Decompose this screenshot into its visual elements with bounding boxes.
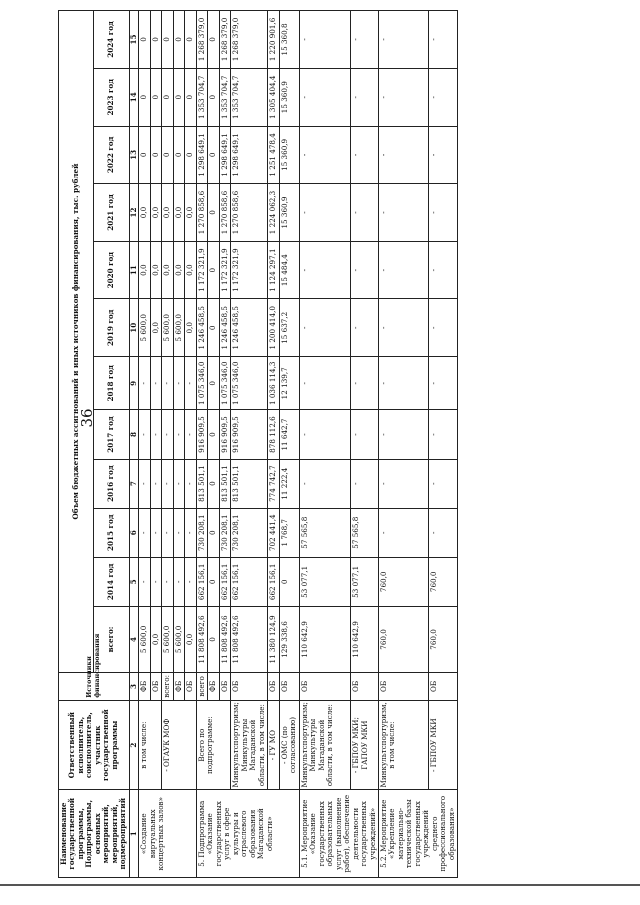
header-year: 2021 год	[94, 184, 129, 242]
row-year-value: -	[429, 126, 458, 184]
row-year-value: -	[429, 11, 458, 69]
row-year-value: -	[429, 299, 458, 357]
row-responsible: - ОМС (по согласованию)	[279, 700, 299, 790]
row-year-value: 0	[208, 357, 219, 410]
row-year-value: 11 222,4	[279, 459, 299, 508]
row-year-value: 1 305 404,4	[268, 68, 279, 126]
row-year-value: -	[162, 508, 173, 557]
row-year-value: 1 270 858,6	[231, 184, 268, 242]
row-year-value: 11 642,7	[279, 410, 299, 459]
row-year-value: 813 501,1	[196, 459, 207, 508]
row-year-value: 53 077,1	[351, 557, 379, 606]
row-year-value: 0	[162, 68, 173, 126]
row-year-value: 0	[208, 241, 219, 299]
row-year-value: 1 172 321,9	[231, 241, 268, 299]
row-responsible: в том числе:	[139, 700, 162, 790]
row-year-value: -	[299, 410, 351, 459]
row-year-value: -	[299, 299, 351, 357]
row-year-value: -	[150, 357, 161, 410]
row-responsible: Минкультспортуризм; Минкультуры Магаданской области, в том числе:	[299, 700, 351, 790]
row-name: 5.1. Мероприятие «Оказание государственных образовательных услуг (выполнение работ), обеспечение деятельности государственных учреждений»	[299, 790, 378, 878]
table-row	[162, 11, 173, 878]
row-year-value: 730 208,1	[196, 508, 207, 557]
row-year-value: 916 909,5	[196, 410, 207, 459]
row-year-value: -	[351, 299, 379, 357]
row-year-value: 1 298 649,1	[219, 126, 230, 184]
row-year-value: 1 172 321,9	[219, 241, 230, 299]
row-year-value: 0	[208, 184, 219, 242]
column-number: 14	[129, 68, 138, 126]
table-row	[196, 11, 207, 878]
row-year-value: -	[139, 508, 150, 557]
row-source: ОБ	[429, 673, 458, 701]
row-year-value: 0,0	[150, 299, 161, 357]
row-total-value: 129 338,6	[279, 606, 299, 672]
row-year-value: 1 270 858,6	[196, 184, 207, 242]
row-year-value: 1 036 114,3	[268, 357, 279, 410]
row-year-value: 0	[139, 68, 150, 126]
row-year-value: 0	[208, 410, 219, 459]
header-year: 2017 год	[94, 410, 129, 459]
page-bottom-rule	[0, 884, 640, 886]
row-year-value: 662 156,1	[268, 557, 279, 606]
table-row	[351, 11, 379, 878]
row-year-value: 5 600,0	[173, 299, 184, 357]
row-year-value: -	[299, 357, 351, 410]
row-year-value: -	[173, 410, 184, 459]
header-funding: Объем бюджетных ассигнований и иных источников финансирования, тыс. рублей	[59, 11, 94, 673]
header-year: 2015 год	[94, 508, 129, 557]
row-responsible: Минкультспортуризм, в том числе:	[378, 700, 428, 790]
row-year-value: 15 637,2	[279, 299, 299, 357]
row-source: ОБ	[351, 673, 379, 701]
row-total-value: 5 600,0	[173, 606, 184, 672]
column-number: 7	[129, 459, 138, 508]
row-source: ОБ	[185, 673, 196, 701]
row-year-value: -	[173, 557, 184, 606]
row-source: ФБ	[139, 673, 150, 701]
row-source: всего	[196, 673, 207, 701]
row-year-value: -	[429, 184, 458, 242]
table-row	[139, 11, 150, 878]
row-year-value: 1 220 901,6	[268, 11, 279, 69]
table-row	[231, 11, 268, 878]
row-total-value: 110 642,9	[351, 606, 379, 672]
row-year-value: 0	[208, 126, 219, 184]
row-total-value: 5 600,0	[139, 606, 150, 672]
row-year-value: 0	[185, 11, 196, 69]
row-year-value: 662 156,1	[231, 557, 268, 606]
column-number: 9	[129, 357, 138, 410]
row-year-value: 813 501,1	[219, 459, 230, 508]
row-year-value: 5 600,0	[162, 299, 173, 357]
row-year-value: 0	[185, 126, 196, 184]
row-total-value: 760,0	[429, 606, 458, 672]
row-year-value: 0	[208, 508, 219, 557]
header-year: 2019 год	[94, 299, 129, 357]
row-year-value: 15 360,9	[279, 184, 299, 242]
header-year: 2014 год	[94, 557, 129, 606]
column-number: 12	[129, 184, 138, 242]
header-year: 2023 год	[94, 68, 129, 126]
row-total-value: 110 642,9	[299, 606, 351, 672]
row-year-value: -	[351, 68, 379, 126]
row-year-value: 1 353 704,7	[196, 68, 207, 126]
row-year-value: 0	[150, 126, 161, 184]
row-year-value: -	[173, 508, 184, 557]
row-year-value: 813 501,1	[231, 459, 268, 508]
row-year-value: 730 208,1	[231, 508, 268, 557]
row-year-value: 15 360,9	[279, 68, 299, 126]
row-source: ОБ	[299, 673, 351, 701]
row-source: всего:	[162, 673, 173, 701]
row-year-value: -	[378, 184, 428, 242]
row-year-value: -	[429, 459, 458, 508]
row-year-value: 0,0	[139, 184, 150, 242]
header-source: Источники финансирования	[59, 673, 130, 701]
row-total-value: 11 808 492,6	[196, 606, 207, 672]
header-year: 2022 год	[94, 126, 129, 184]
row-responsible: - ГУ МО	[268, 700, 279, 790]
row-responsible: - ГБПОУ МКИ; ГАПОУ МКИ	[351, 700, 379, 790]
row-year-value: 0,0	[185, 184, 196, 242]
row-year-value: 0,0	[162, 241, 173, 299]
row-name: 5. Подпрограмма «Оказание государственных услуг в сфере культуры и отраслевого образования Магаданской области»	[196, 790, 299, 878]
row-year-value: -	[162, 557, 173, 606]
row-year-value: -	[299, 11, 351, 69]
row-year-value: -	[378, 299, 428, 357]
row-year-value: 878 112,6	[268, 410, 279, 459]
row-year-value: 0,0	[150, 241, 161, 299]
header-year: 2020 год	[94, 241, 129, 299]
table-row	[268, 11, 279, 878]
table-row	[378, 11, 428, 878]
column-number: 13	[129, 126, 138, 184]
row-year-value: -	[139, 459, 150, 508]
row-year-value: 57 565,8	[351, 508, 379, 557]
row-year-value: -	[173, 459, 184, 508]
row-year-value: -	[351, 459, 379, 508]
row-year-value: 1 251 478,4	[268, 126, 279, 184]
row-source: ФБ	[208, 673, 219, 701]
row-responsible: - ОГАУК МОФ	[162, 700, 196, 790]
row-year-value: -	[378, 410, 428, 459]
row-year-value: -	[429, 410, 458, 459]
row-year-value: 0,0	[185, 241, 196, 299]
row-year-value: 1 246 458,5	[231, 299, 268, 357]
row-year-value: 1 268 379,0	[196, 11, 207, 69]
row-year-value: 1 270 858,6	[219, 184, 230, 242]
row-year-value: -	[351, 410, 379, 459]
row-year-value: 0	[139, 11, 150, 69]
row-source: ОБ	[219, 673, 230, 701]
row-year-value: 1 298 649,1	[231, 126, 268, 184]
row-year-value: 1 246 458,5	[219, 299, 230, 357]
row-year-value: 730 208,1	[219, 508, 230, 557]
row-year-value: 1 246 458,5	[196, 299, 207, 357]
table-row	[299, 11, 351, 878]
row-year-value: 1 298 649,1	[196, 126, 207, 184]
row-year-value: 760,0	[378, 557, 428, 606]
row-year-value: 1 075 346,0	[196, 357, 207, 410]
row-source: ОБ	[378, 673, 428, 701]
row-name: 5.2. Мероприятие «Укрепление материально-технической базы государственных учреждений среднего профессионального образования»	[378, 790, 457, 878]
row-responsible: Минкультспортуризм; Минкультуры Магаданской области, в том числе:	[231, 700, 268, 790]
row-year-value: -	[429, 357, 458, 410]
row-total-value: 11 808 492,6	[231, 606, 268, 672]
row-year-value: 15 484,4	[279, 241, 299, 299]
row-year-value: -	[162, 410, 173, 459]
row-source: ОБ	[268, 673, 279, 701]
row-year-value: -	[299, 68, 351, 126]
row-year-value: 1 353 704,7	[231, 68, 268, 126]
row-year-value: -	[150, 508, 161, 557]
column-number: 4	[129, 606, 138, 672]
row-year-value: 0,0	[139, 241, 150, 299]
column-number: 8	[129, 410, 138, 459]
row-year-value: -	[378, 357, 428, 410]
row-year-value: -	[162, 357, 173, 410]
row-year-value: -	[299, 459, 351, 508]
table-row	[429, 11, 458, 878]
header-name: Наименование государственной программы, Подпрограммы, основных мероприятий, мероприятий, подмероприятий	[59, 790, 130, 878]
row-year-value: 0	[279, 557, 299, 606]
column-number: 11	[129, 241, 138, 299]
row-year-value: 53 077,1	[299, 557, 351, 606]
row-year-value: 0,0	[162, 184, 173, 242]
row-year-value: 0	[173, 126, 184, 184]
row-year-value: 1 224 062,3	[268, 184, 279, 242]
row-responsible: - ГБПОУ МКИ	[429, 700, 458, 790]
row-year-value: -	[185, 459, 196, 508]
header-responsible: Ответственный исполнитель, соисполнитель, участник государственной программы	[59, 700, 130, 790]
row-year-value: -	[351, 11, 379, 69]
row-source: ФБ	[173, 673, 184, 701]
row-year-value: -	[378, 68, 428, 126]
row-total-value: 11 808 492,6	[219, 606, 230, 672]
row-name: «Создание виртуальных концертных залов»	[139, 790, 196, 878]
row-year-value: -	[351, 184, 379, 242]
row-year-value: 702 441,4	[268, 508, 279, 557]
row-year-value: -	[378, 11, 428, 69]
row-year-value: 12 139,7	[279, 357, 299, 410]
row-year-value: 0	[208, 557, 219, 606]
row-source: ОБ	[279, 673, 299, 701]
row-year-value: 5 600,0	[139, 299, 150, 357]
row-year-value: 0	[162, 11, 173, 69]
row-total-value: 0	[208, 606, 219, 672]
row-year-value: 916 909,5	[219, 410, 230, 459]
row-year-value: 0	[208, 299, 219, 357]
row-year-value: -	[429, 508, 458, 557]
row-year-value: 0	[208, 459, 219, 508]
row-year-value: 916 909,5	[231, 410, 268, 459]
row-total-value: 0,0	[150, 606, 161, 672]
row-year-value: -	[150, 557, 161, 606]
row-year-value: 0	[150, 68, 161, 126]
row-year-value: 1 172 321,9	[196, 241, 207, 299]
row-year-value: 1 268 379,0	[219, 11, 230, 69]
row-year-value: -	[299, 241, 351, 299]
table-body	[139, 11, 458, 878]
row-year-value: 0,0	[173, 184, 184, 242]
row-year-value: 1 353 704,7	[219, 68, 230, 126]
header-year: 2018 год	[94, 357, 129, 410]
row-year-value: -	[299, 184, 351, 242]
row-year-value: 1 768,7	[279, 508, 299, 557]
row-year-value: -	[378, 508, 428, 557]
row-year-value: -	[378, 459, 428, 508]
row-year-value: -	[351, 241, 379, 299]
row-year-value: -	[139, 410, 150, 459]
row-year-value: -	[139, 557, 150, 606]
row-total-value: 760,0	[378, 606, 428, 672]
row-year-value: -	[150, 459, 161, 508]
row-year-value: -	[162, 459, 173, 508]
row-year-value: 15 360,8	[279, 11, 299, 69]
rotated-table-container	[58, 10, 634, 878]
row-year-value: -	[351, 357, 379, 410]
row-year-value: 662 156,1	[219, 557, 230, 606]
row-year-value: 1 075 346,0	[231, 357, 268, 410]
row-year-value: 0	[173, 68, 184, 126]
row-year-value: -	[378, 126, 428, 184]
column-number: 1	[129, 790, 138, 878]
row-year-value: 0	[208, 11, 219, 69]
row-year-value: -	[173, 357, 184, 410]
row-year-value: 1 124 297,1	[268, 241, 279, 299]
header-year: 2024 год	[94, 11, 129, 69]
row-year-value: 0,0	[173, 241, 184, 299]
row-year-value: -	[378, 241, 428, 299]
row-source: ОБ	[231, 673, 268, 701]
header-year: 2016 год	[94, 459, 129, 508]
table-row	[279, 11, 299, 878]
row-year-value: -	[351, 126, 379, 184]
row-year-value: 1 075 346,0	[219, 357, 230, 410]
row-total-value: 11 380 124,9	[268, 606, 279, 672]
row-year-value: -	[185, 508, 196, 557]
column-number-row	[129, 11, 138, 878]
row-year-value: 760,0	[429, 557, 458, 606]
funding-table	[58, 10, 458, 878]
row-year-value: -	[150, 410, 161, 459]
page-number: 36	[78, 408, 96, 428]
row-year-value: 0	[185, 68, 196, 126]
column-number: 10	[129, 299, 138, 357]
row-year-value: 0	[162, 126, 173, 184]
row-year-value: 0,0	[150, 184, 161, 242]
row-year-value: 15 360,9	[279, 126, 299, 184]
column-number: 5	[129, 557, 138, 606]
row-total-value: 5 600,0	[162, 606, 173, 672]
row-year-value: -	[299, 126, 351, 184]
row-total-value: 0,0	[185, 606, 196, 672]
row-year-value: -	[429, 241, 458, 299]
row-year-value: -	[139, 357, 150, 410]
row-year-value: 0	[173, 11, 184, 69]
row-source: ОБ	[150, 673, 161, 701]
row-year-value: -	[185, 410, 196, 459]
row-year-value: 0	[139, 126, 150, 184]
column-number: 15	[129, 11, 138, 69]
row-year-value: 662 156,1	[196, 557, 207, 606]
column-number: 3	[129, 673, 138, 701]
column-number: 2	[129, 700, 138, 790]
row-year-value: -	[185, 557, 196, 606]
row-year-value: 57 565,8	[299, 508, 351, 557]
row-year-value: 774 742,7	[268, 459, 279, 508]
row-year-value: 0	[150, 11, 161, 69]
row-year-value: -	[185, 357, 196, 410]
row-year-value: 0,0	[185, 299, 196, 357]
row-responsible: Всего по подпрограмме:	[196, 700, 230, 790]
row-year-value: 1 268 379,0	[231, 11, 268, 69]
row-year-value: -	[429, 68, 458, 126]
header-total: всего:	[94, 606, 129, 672]
row-year-value: 0	[208, 68, 219, 126]
column-number: 6	[129, 508, 138, 557]
row-year-value: 1 200 414,0	[268, 299, 279, 357]
